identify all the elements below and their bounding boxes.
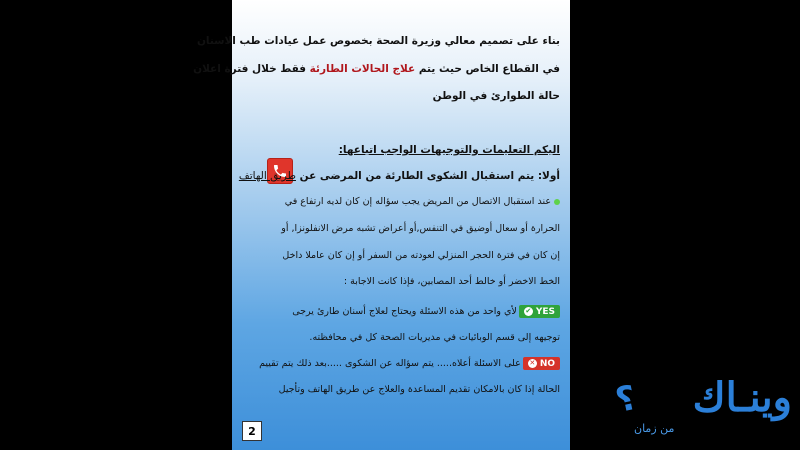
body-line-1-text: عند استقبال الاتصال من المريض يجب سؤاله إن كان لديه ارتفاع في — [284, 196, 551, 207]
body-line-1 — [240, 195, 560, 209]
yes-badge — [519, 305, 560, 318]
logo-subtitle: من زمان — [634, 422, 675, 435]
check-icon: ✔ — [525, 307, 532, 315]
document-page — [193, 0, 570, 450]
question-mark-icon: ؟ — [612, 377, 640, 422]
body-line-4: الخط الاخضر أو خالط أحد المصابين، فإذا كانت الاجابة : — [343, 276, 560, 287]
green-dot-icon — [554, 199, 560, 205]
intro-line-2 — [193, 62, 560, 76]
no-line-1-text: على الاسئلة أعلاه..... يتم سؤاله عن الشكوى .....بعد ذلك يتم تقييم — [259, 358, 521, 369]
no-answer-line — [240, 357, 560, 371]
page-number: 2 — [242, 421, 262, 441]
intro-line-1: بناء على تصميم معالي وزيرة الصحة بخصوص عمل عيادات طب الاسنان — [196, 35, 560, 47]
section-heading: اليكم التعليمات والتوجيهات الواجب اتباعها: — [338, 144, 560, 156]
emergency-cases-highlight: علاج الحالات الطارئة — [309, 63, 416, 75]
first-instruction-prefix: أولا: يتم استقبال الشكوى الطارئة من المرضى عن — [295, 170, 560, 182]
yes-answer-line — [240, 305, 560, 319]
intro-line-3: حالة الطوارئ في الوطن — [432, 90, 560, 102]
yes-line-2: توجيهه إلى قسم الوبائيات في مديريات الصحة كل في محافظته. — [309, 332, 560, 343]
logo-word: وينـاك — [692, 374, 792, 421]
no-badge — [523, 357, 560, 370]
body-line-2: الحرارة أو سعال أوضيق في التنفس,أو أعراض تشبه مرض الانفلونزا, أو — [281, 223, 560, 234]
x-icon: ✕ — [529, 359, 536, 367]
first-instruction — [240, 169, 560, 183]
intro-line-2-after: فقط خلال فترة اعلان — [193, 63, 310, 75]
yes-line-1-text: لأي واحد من هذه الاسئلة ويحتاج لعلاج أسنان طارئ يرجى — [292, 306, 517, 317]
site-logo — [612, 376, 792, 444]
no-label: NO — [539, 358, 555, 369]
by-phone-underlined: طريق الهاتف — [238, 170, 296, 182]
no-line-2: الحالة إذا كان بالامكان تقديم المساعدة والعلاج عن طريق الهاتف وتأجيل — [278, 384, 560, 395]
body-line-3: إن كان في فترة الحجر المنزلي لعودته من السفر أو إن كان عاملا داخل — [282, 250, 560, 261]
yes-label: YES — [535, 306, 555, 317]
intro-line-2-before: في القطاع الخاص حيث يتم — [415, 63, 560, 75]
